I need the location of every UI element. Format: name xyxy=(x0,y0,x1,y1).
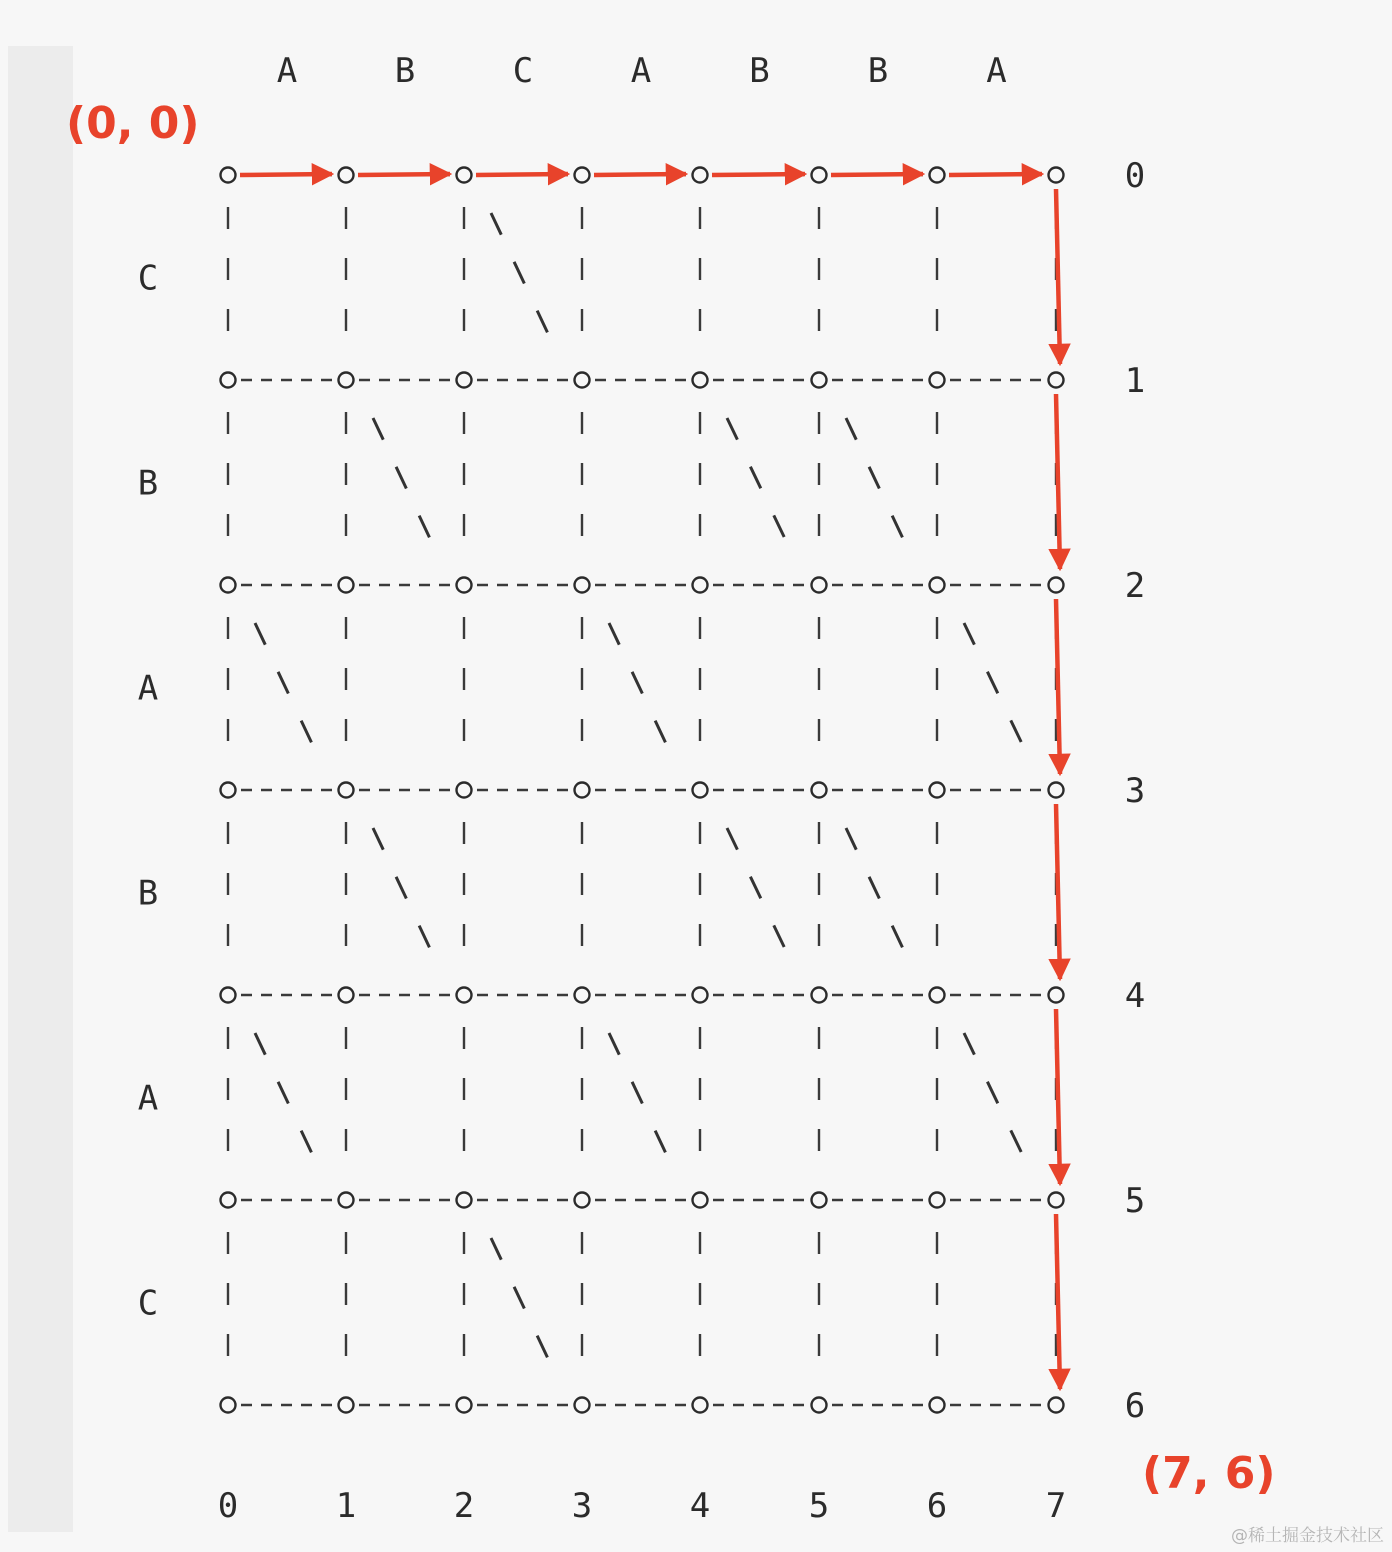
graph-node xyxy=(339,1398,354,1413)
path-arrow-right xyxy=(476,174,568,175)
top-string-char: C xyxy=(512,51,534,91)
diagonal-edge xyxy=(373,418,434,547)
path-arrow-down xyxy=(1056,189,1060,364)
graph-node xyxy=(1049,988,1064,1003)
row-index-labels xyxy=(1125,156,1145,1426)
graph-node xyxy=(221,1398,236,1413)
graph-node xyxy=(930,373,945,388)
graph-node xyxy=(930,578,945,593)
graph-node xyxy=(812,578,827,593)
graph-node xyxy=(1049,373,1064,388)
graph-node xyxy=(812,373,827,388)
path-arrow-down xyxy=(1056,394,1060,569)
column-index: 1 xyxy=(335,1486,357,1526)
graph-node xyxy=(575,1193,590,1208)
graph-node xyxy=(812,1193,827,1208)
diagonal-edge xyxy=(609,623,670,752)
path-arrow-down xyxy=(1056,1214,1060,1389)
graph-node xyxy=(812,783,827,798)
graph-node xyxy=(339,988,354,1003)
row-index: 5 xyxy=(1124,1181,1146,1221)
graph-node xyxy=(1049,783,1064,798)
row-index: 3 xyxy=(1124,771,1146,811)
column-index: 4 xyxy=(689,1486,711,1526)
graph-node xyxy=(221,578,236,593)
graph-node xyxy=(457,988,472,1003)
graph-node xyxy=(221,783,236,798)
diagonal-edge xyxy=(491,213,552,342)
graph-node xyxy=(221,373,236,388)
graph-node xyxy=(575,168,590,183)
path-arrow-down xyxy=(1056,1009,1060,1184)
graph-node xyxy=(457,168,472,183)
top-string-labels xyxy=(277,51,1007,91)
graph-node xyxy=(930,783,945,798)
top-string-char: A xyxy=(986,51,1007,91)
graph-node xyxy=(221,988,236,1003)
diagonal-edge xyxy=(727,828,789,957)
row-index: 2 xyxy=(1124,566,1146,606)
graph-node xyxy=(693,783,708,798)
graph-node xyxy=(221,1193,236,1208)
row-index: 4 xyxy=(1124,976,1146,1016)
diagonal-edge xyxy=(609,1033,670,1162)
left-string-char: C xyxy=(137,1283,159,1324)
graph-node xyxy=(1049,578,1064,593)
left-string-char: B xyxy=(137,873,159,914)
column-index: 3 xyxy=(571,1486,593,1526)
diagonal-edge xyxy=(373,828,434,957)
graph-node xyxy=(339,373,354,388)
column-index-labels xyxy=(218,1486,1066,1526)
graph-node xyxy=(457,1193,472,1208)
path-arrow-right xyxy=(949,174,1042,175)
graph-node xyxy=(575,988,590,1003)
graph-node xyxy=(693,373,708,388)
graph-node xyxy=(930,988,945,1003)
graph-node xyxy=(812,988,827,1003)
graph-node xyxy=(339,783,354,798)
top-string-char: B xyxy=(749,51,770,91)
column-index: 7 xyxy=(1045,1486,1067,1526)
top-string-char: A xyxy=(630,51,652,91)
graph-node xyxy=(457,578,472,593)
top-string-char: A xyxy=(276,51,298,91)
column-index: 6 xyxy=(926,1486,948,1526)
diagonal-edge xyxy=(727,418,789,547)
diagonal-edge xyxy=(491,1238,552,1367)
graph-node xyxy=(693,168,708,183)
graph-node xyxy=(812,168,827,183)
path-arrow-right xyxy=(240,174,332,175)
graph-node xyxy=(339,168,354,183)
path-arrow-right xyxy=(712,174,805,175)
graph-node xyxy=(575,1398,590,1413)
graph-node xyxy=(457,373,472,388)
graph-node xyxy=(339,578,354,593)
left-string-labels xyxy=(138,259,158,1324)
graph-node xyxy=(575,373,590,388)
graph-node xyxy=(1049,1398,1064,1413)
diagonal-edge xyxy=(846,418,907,547)
top-string-char: B xyxy=(867,51,889,91)
graph-node xyxy=(693,1398,708,1413)
graph-node xyxy=(457,1398,472,1413)
start-coordinate-label: (0, 0) xyxy=(66,98,200,149)
graph-node xyxy=(930,1398,945,1413)
graph-node xyxy=(693,988,708,1003)
path-arrow-down xyxy=(1056,804,1060,979)
row-index: 1 xyxy=(1124,361,1146,401)
path-arrow-down xyxy=(1056,599,1060,774)
left-string-char: B xyxy=(137,463,159,504)
diagonal-edge xyxy=(964,1033,1026,1162)
row-index: 0 xyxy=(1124,156,1146,196)
graph-node xyxy=(1049,168,1064,183)
path-arrow-right xyxy=(358,174,450,175)
graph-node xyxy=(1049,1193,1064,1208)
graph-node xyxy=(575,578,590,593)
graph-node xyxy=(930,168,945,183)
diagonal-edge xyxy=(255,1033,316,1162)
graph-node xyxy=(693,578,708,593)
diagonal-edge xyxy=(255,623,316,752)
diagonal-edge xyxy=(964,623,1026,752)
graph-node xyxy=(693,1193,708,1208)
left-string-char: A xyxy=(137,1078,159,1119)
column-index: 2 xyxy=(453,1486,475,1526)
top-string-char: B xyxy=(394,51,416,91)
graph-node xyxy=(457,783,472,798)
watermark: @稀土掘金技术社区 xyxy=(1231,1526,1384,1546)
graph-node xyxy=(812,1398,827,1413)
graph-node xyxy=(930,1193,945,1208)
left-string-char: A xyxy=(137,668,159,709)
column-index: 5 xyxy=(808,1486,830,1526)
end-coordinate-label: (7, 6) xyxy=(1142,1448,1276,1499)
diagonal-edge xyxy=(846,828,907,957)
path-arrow-right xyxy=(594,174,686,175)
path-arrow-right xyxy=(831,174,923,175)
graph-node xyxy=(221,168,236,183)
left-string-char: C xyxy=(137,258,159,299)
graph-node xyxy=(339,1193,354,1208)
column-index: 0 xyxy=(217,1486,239,1526)
graph-node xyxy=(575,783,590,798)
row-index: 6 xyxy=(1124,1386,1146,1426)
